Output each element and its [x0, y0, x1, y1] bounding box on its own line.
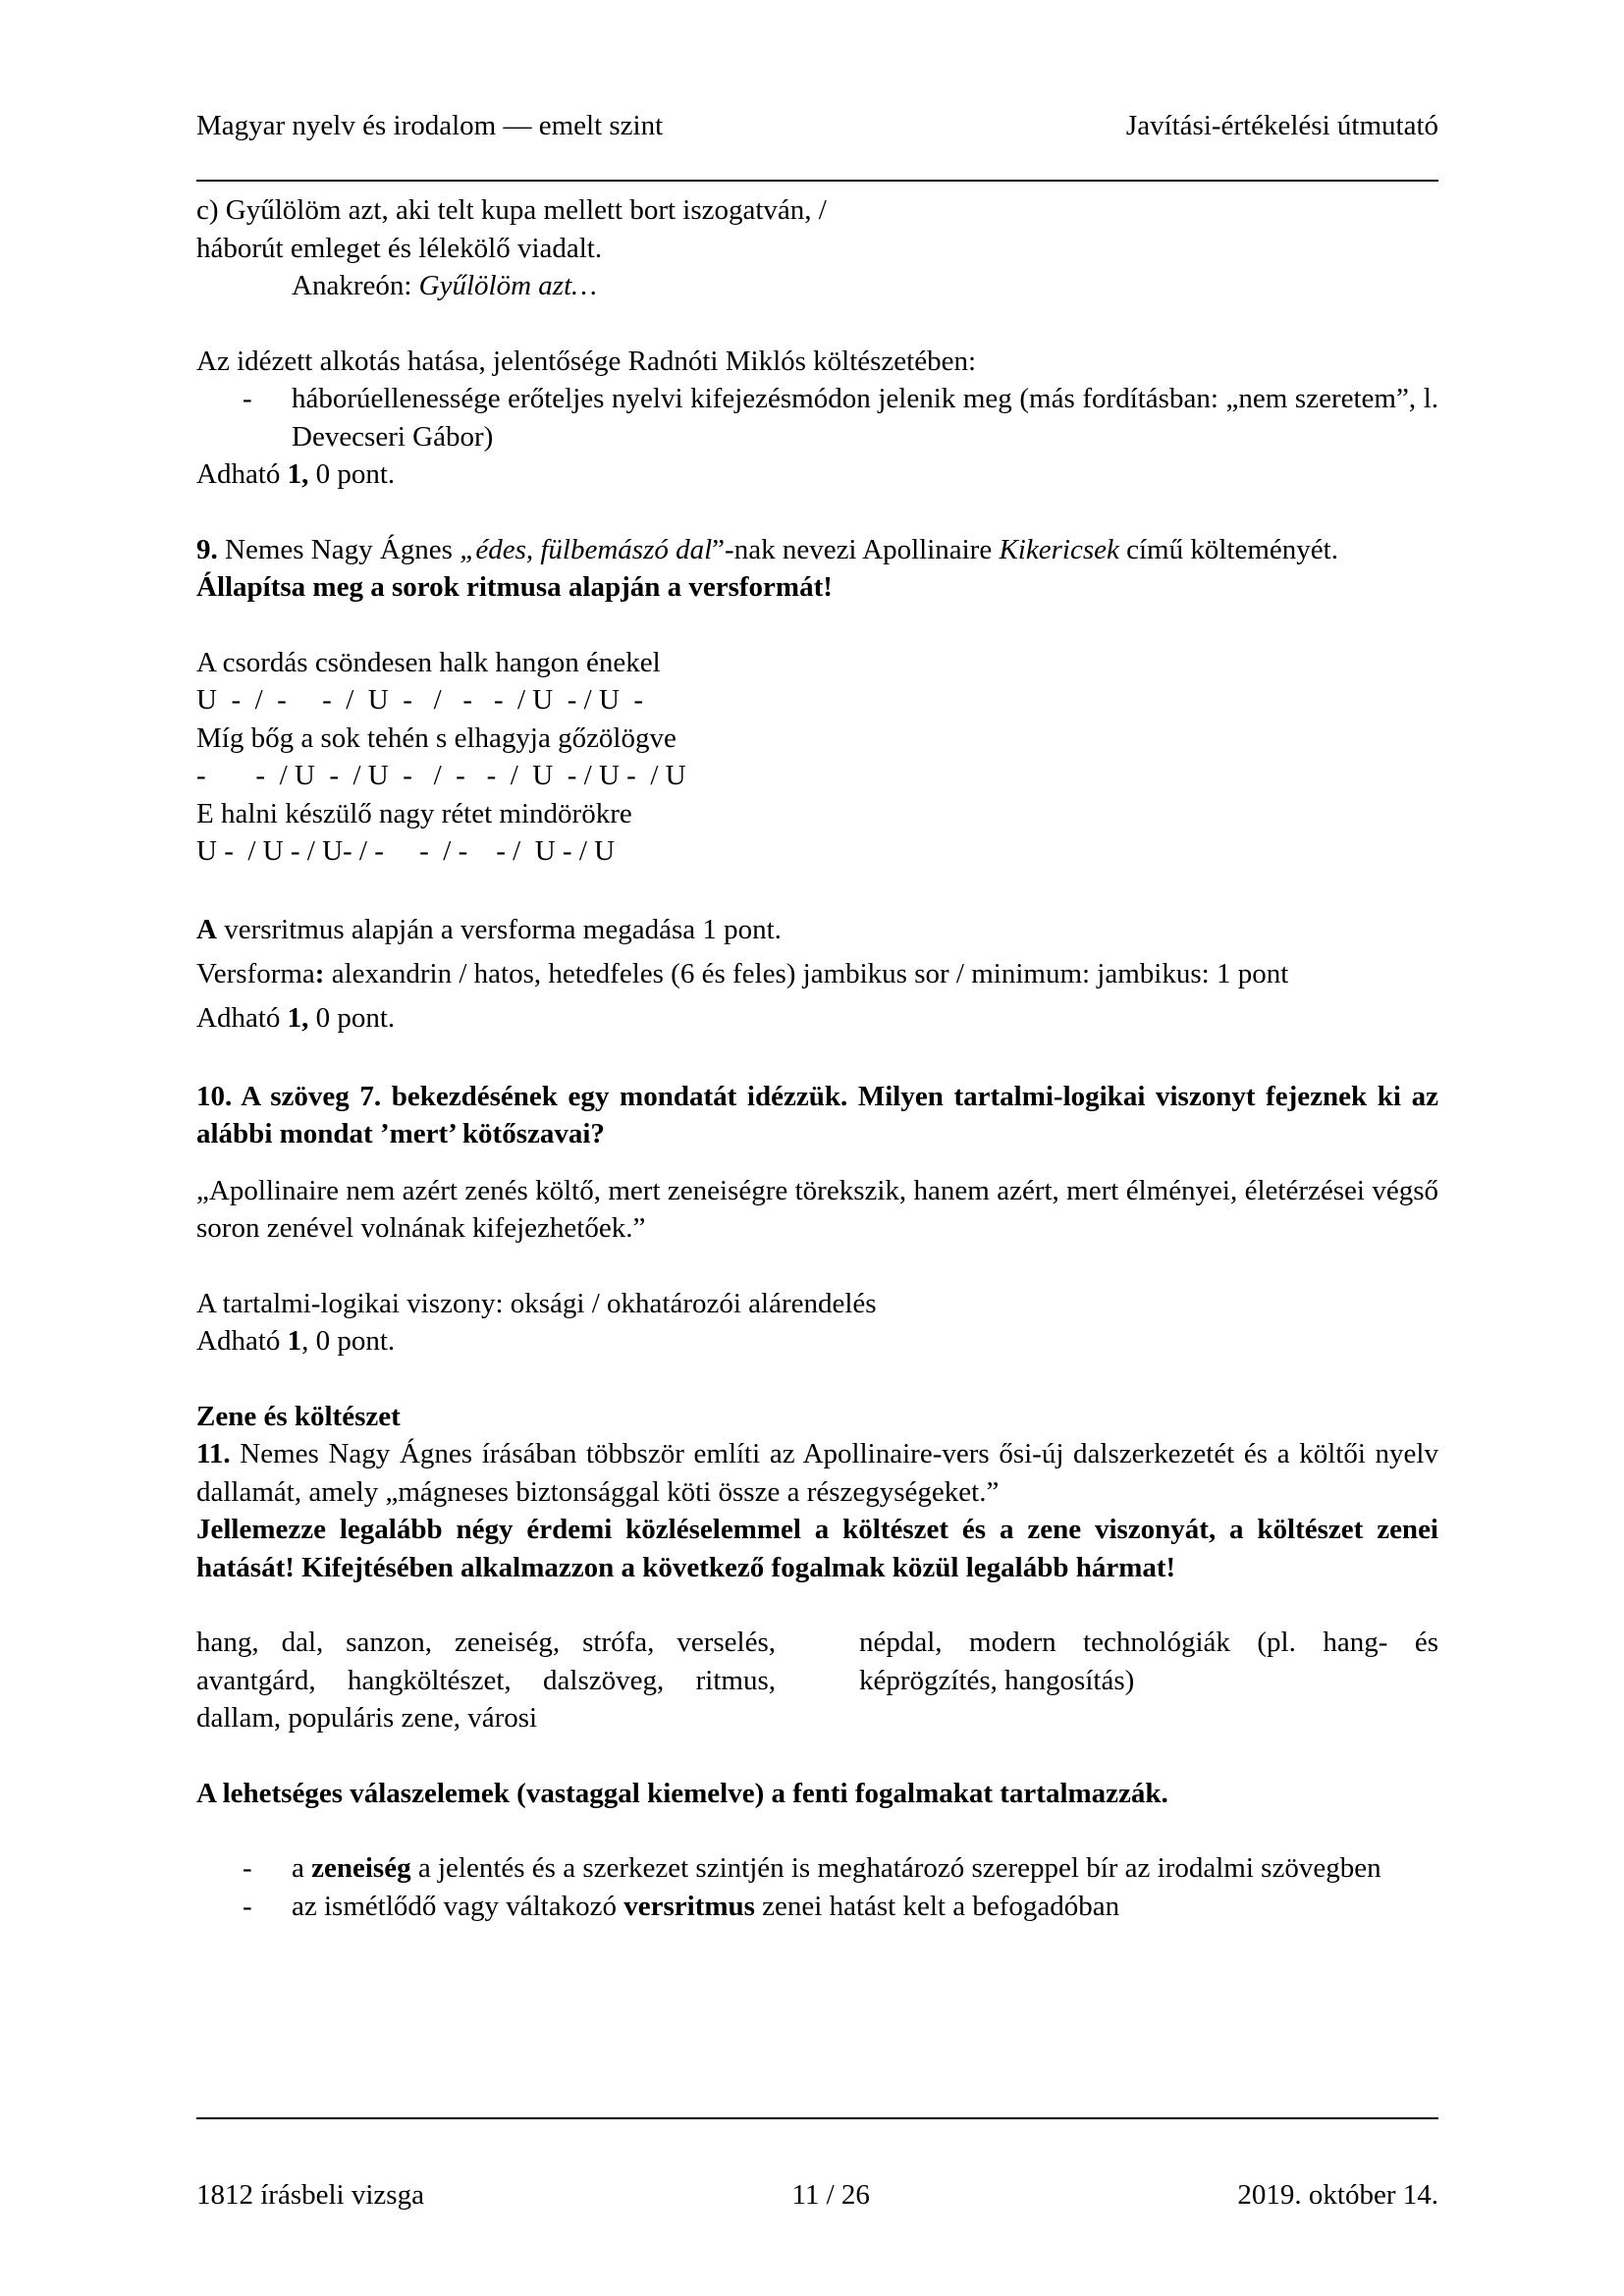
page-content: [196, 191, 1438, 1925]
q11-intro: [196, 1435, 1438, 1511]
page-footer: [196, 2179, 1438, 2212]
q11-section-title: [196, 1398, 1438, 1436]
q11-item-2-pre: az ismétlődő vagy váltakozó: [292, 1890, 624, 1922]
q10-answer: A tartalmi-logikai viszony: oksági / okhatározói alárendelés: [196, 1287, 877, 1319]
quote-c-line2: háborút emleget és lélekölő viadalt.: [196, 232, 603, 264]
q11-item-2-post: zenei hatást kelt a befogadóban: [754, 1890, 1120, 1922]
header-right: Javítási-értékelési útmutató: [1125, 110, 1438, 141]
q11-possible: [196, 1775, 1438, 1813]
q10-task-text: 10. A szöveg 7. bekezdésének egy mondatát idézzük. Milyen tartalmi-logikai viszonyt fejeznek ki az alábbi mondat ’mert’ kötőszavai?: [196, 1080, 1438, 1149]
quote-c-source: [196, 267, 1438, 305]
q11-item-1-pre: a: [292, 1852, 312, 1884]
q11-text: Nemes Nagy Ágnes írásában többször említi az Apollinaire-vers ősi-új dalszerkezetét és a költői nyelv dallamát, amely „mágneses biztonsággal köti össze a részegységeket.”: [196, 1438, 1438, 1508]
q9-rhythm-2: - - / U - / U - / - - / U - / U - / U: [196, 760, 686, 791]
header-left: Magyar nyelv és irodalom — emelt szint: [196, 110, 664, 141]
q9-score: [196, 996, 1438, 1041]
effect-score-bold: 1,: [287, 458, 309, 490]
q9-intro: [196, 531, 1438, 569]
q9-score-bold: 1,: [287, 1001, 309, 1034]
effect-item-text: háborúellenessége erőteljes nyelvi kifejezésmódon jelenik meg (más fordításban: „nem szeretem”, l. Devecseri Gábor): [292, 383, 1438, 453]
q11-number: 11.: [196, 1438, 231, 1469]
footer-page-number: 11 / 26: [791, 2179, 870, 2211]
q9-a-text: versritmus alapján a versforma megadása 1 pont.: [216, 913, 782, 945]
q11-concepts: [196, 1624, 1438, 1737]
footer-rule: [196, 2117, 1438, 2119]
q9-t3: című költeményét.: [1118, 533, 1338, 565]
q9-t1: Nemes Nagy Ágnes: [217, 533, 460, 565]
footer-left: 1812 írásbeli vizsga: [196, 2179, 424, 2211]
q11-item-1-post: a jelentés és a szerkezet szintjén is meghatározó szereppel bír az irodalmi szövegben: [410, 1852, 1381, 1884]
q9-t2: ”-nak nevezi Apollinaire: [712, 533, 1000, 565]
q9-form-colon: :: [314, 957, 325, 989]
q9-form-text: alexandrin / hatos, hetedfeles (6 és feles) jambikus sor / minimum: jambikus: 1 pont: [324, 957, 1289, 989]
q9-rhythm-1: U - / - - / U - / - - / U - / U -: [196, 684, 644, 716]
q10-quote: „Apollinaire nem azért zenés költő, mert zeneiségre törekszik, hanem azért, mert élményei, életérzései végső soron zenével volnának kifejezhetőek.”: [196, 1174, 1438, 1244]
q11-item-2-bold: versritmus: [623, 1890, 755, 1922]
q10-score: [196, 1322, 1438, 1361]
effect-score-pre: Adható: [196, 458, 288, 490]
header-rule: [196, 180, 1438, 182]
q11-task: [196, 1511, 1438, 1586]
effect-item: - háborúellenessége erőteljes nyelvi kifejezésmódon jelenik meg (más fordításban: „nem szeretem”, l. Devecseri Gábor): [196, 380, 1438, 455]
q11-section-text: Zene és költészet: [196, 1400, 401, 1432]
q9-form-answer: [196, 952, 1438, 996]
q11-concepts-col2: népdal, modern technológiák (pl. hang- és képrögzítés, hangosítás): [859, 1627, 1438, 1696]
page-header: [196, 110, 1438, 142]
q9-task-text: Állapítsa meg a sorok ritmusa alapján a versformát!: [196, 571, 833, 603]
quote-c-author: Anakreón:: [292, 270, 419, 301]
q9-form-scoring: [196, 908, 1438, 952]
footer-right: 2019. október 14.: [1237, 2179, 1438, 2211]
q11-possible-text: A lehetséges válaszelemek (vastaggal kiemelve) a fenti fogalmakat tartalmazzák.: [196, 1777, 1168, 1809]
q9-line-1: A csordás csöndesen halk hangon énekel: [196, 646, 661, 678]
quote-c-line1: c) Gyűlölöm azt, aki telt kupa mellett bort iszogatván, /: [196, 194, 827, 226]
q9-score-post: 0 pont.: [308, 1001, 396, 1034]
q9-form-label: Versforma: [196, 957, 315, 989]
q9-score-pre: Adható: [196, 1001, 288, 1034]
q10-score-post: , 0 pont.: [301, 1325, 396, 1357]
q9-a-bold: A: [196, 913, 217, 945]
q9-line-2: Míg bőg a sok tehén s elhagyja gőzölögve: [196, 721, 677, 754]
q10-score-pre: Adható: [196, 1325, 288, 1357]
q9-line-3: E halni készülő nagy rétet mindörökre: [196, 797, 632, 829]
effect-intro: Az idézett alkotás hatása, jelentősége Radnóti Miklós költészetében:: [196, 345, 977, 377]
q10-score-bold: 1: [287, 1325, 302, 1357]
quote-c-title: Gyűlölöm azt…: [418, 270, 597, 301]
q11-concepts-col1: hang, dal, sanzon, zeneiség, strófa, verselés, avantgárd, hangköltészet, dalszöveg, ritmus, dallam, populáris zene, városi: [196, 1627, 776, 1734]
q9-rhythm-3: U - / U - / U- / - - / - - / U - / U: [196, 835, 616, 867]
effect-score: [196, 455, 1438, 494]
q11-task-text: Jellemezze legalább négy érdemi közléselemmel a költészet és a zene viszonyát, a költészet zenei hatását! Kifejtésében alkalmazzon a következő fogalmak közül legalább hármat!: [196, 1514, 1438, 1583]
q9-work: Kikericsek: [999, 533, 1119, 565]
q9-number: 9.: [196, 533, 218, 565]
q10-task: [196, 1078, 1438, 1153]
q11-item-1: - a zeneiség a jelentés és a szerkezet szintjén is meghatározó szereppel bír az irodalmi szövegben: [243, 1852, 1381, 1884]
q9-quote: „édes, fülbemászó dal: [460, 533, 713, 565]
q11-item-2: - az ismétlődő vagy váltakozó versritmus zenei hatást kelt a befogadóban: [243, 1890, 1120, 1922]
q9-task: [196, 568, 1438, 607]
effect-score-post: 0 pont.: [308, 458, 396, 490]
q11-item-1-bold: zeneiség: [311, 1852, 411, 1884]
